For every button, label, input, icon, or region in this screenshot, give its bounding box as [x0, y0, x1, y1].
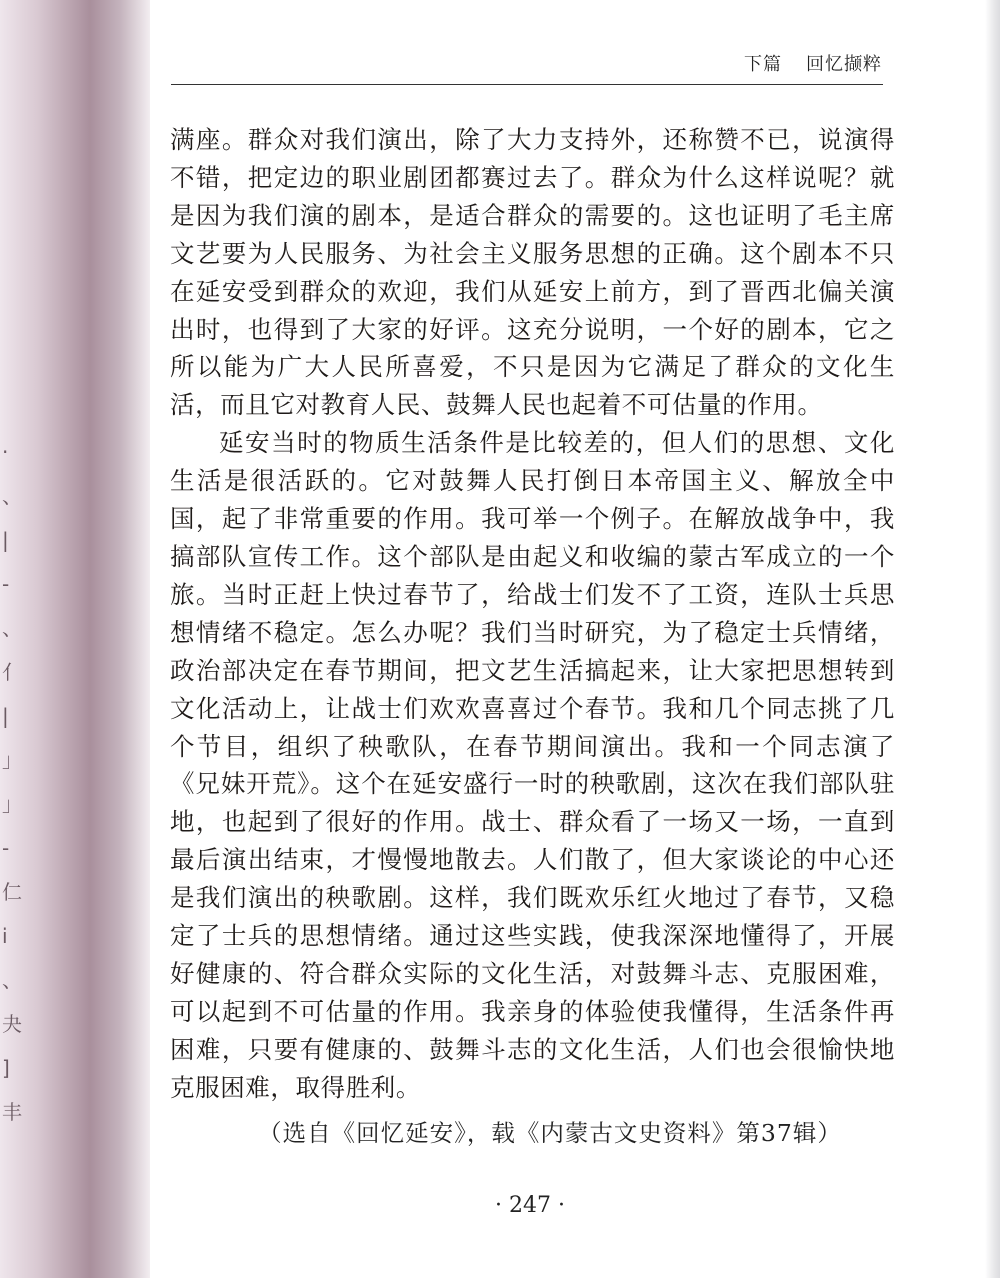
gutter-mark: 、: [2, 968, 22, 992]
gutter-mark: |: [2, 528, 9, 552]
page-gutter-shadow: [0, 0, 150, 1278]
gutter-mark: 夬: [2, 1012, 22, 1036]
header-section: 回忆撷粹: [806, 54, 882, 75]
gutter-mark: 、: [2, 484, 22, 508]
gutter-mark: -: [2, 572, 10, 596]
gutter-mark: -: [2, 836, 10, 860]
running-header: [720, 50, 882, 76]
source-citation: （选自《回忆延安》，载《内蒙古文史资料》第37辑）: [258, 1119, 842, 1147]
gutter-bleed-marks: [2, 430, 22, 1134]
gutter-mark: ]: [2, 1056, 10, 1080]
gutter-mark: 」: [2, 748, 22, 772]
header-part: 下篇: [744, 54, 782, 75]
body-text: [170, 121, 895, 1107]
gutter-mark: 」: [2, 792, 22, 816]
gutter-mark: ·: [2, 440, 9, 464]
gutter-mark: 丰: [2, 1100, 22, 1124]
paragraph-continued: 满座。群众对我们演出，除了大力支持外，还称赞不已，说演得不错，把定边的职业剧团都赛过去了。群众为什么这样说呢？就是因为我们演的剧本，是适合群众的需要的。这也证明了毛主席文艺要为人民服务、为社会主义服务思想的正确。这个剧本不只在延安受到群众的欢迎，我们从延安上前方，到了晋西北偏关演出时，也得到了大家的好评。这充分说明，一个好的剧本，它之所以能为广大人民所喜爱，不只是因为它满足了群众的文化生活，而且它对教育人民、鼓舞人民也起着不可估量的作用。: [170, 125, 895, 420]
paragraph: 延安当时的物质生活条件是比较差的，但人们的思想、文化生活是很活跃的。它对鼓舞人民打倒日本帝国主义、解放全中国，起了非常重要的作用。我可举一个例子。在解放战争中，我搞部队宣传工作。这个部队是由起义和收编的蒙古军成立的一个旅。当时正赶上快过春节了，给战士们发不了工资，连队士兵思想情绪不稳定。怎么办呢？我们当时研究，为了稳定士兵情绪，政治部决定在春节期间，把文艺生活搞起来，让大家把思想转到文化活动上，让战士们欢欢喜喜过个春节。我和几个同志挑了几个节目，组织了秧歌队，在春节期间演出。我和一个同志演了《兄妹开荒》。这个在延安盛行一时的秧歌剧，这次在我们部队驻地，也起到了很好的作用。战士、群众看了一场又一场，一直到最后演出结束，才慢慢地散去。人们散了，但大家谈论的中心还是我们演出的秧歌剧。这样，我们既欢乐红火地过了春节，又稳定了士兵的思想情绪。通过这些实践，使我深深地懂得了，开展好健康的、符合群众实际的文化生活，对鼓舞斗志、克服困难，可以起到不可估量的作用。我亲身的体验使我懂得，生活条件再困难，只要有健康的、鼓舞斗志的文化生活，人们也会很愉快地克服困难，取得胜利。: [170, 428, 895, 1102]
page-right-edge: [985, 0, 1000, 1278]
gutter-mark: |: [2, 704, 9, 728]
gutter-mark: 仁: [2, 880, 22, 904]
header-rule: [171, 84, 883, 85]
gutter-mark: 亻: [2, 660, 22, 684]
page-number: · 247 ·: [495, 1193, 565, 1218]
gutter-mark: 、: [2, 616, 22, 640]
gutter-mark: i: [2, 924, 8, 948]
